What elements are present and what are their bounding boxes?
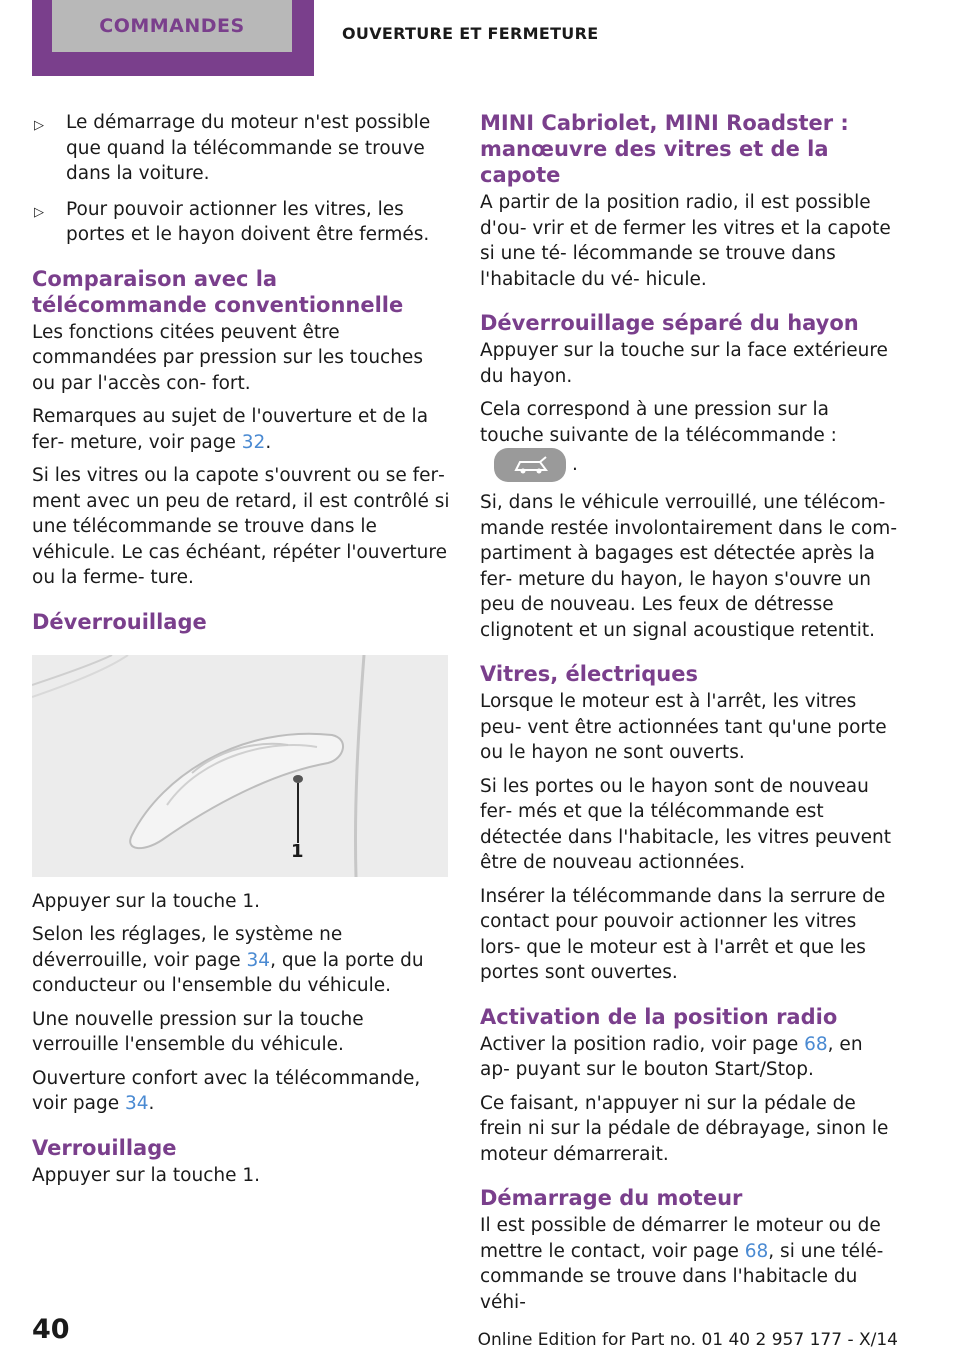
bullet-text: Le démarrage du moteur n'est possible que quand la télécommande se trouve dans la voiture. — [66, 112, 431, 184]
heading-hayon: Déverrouillage séparé du hayon — [480, 311, 859, 335]
paragraph: Si les portes ou le hayon sont de nouveau fer‐ més et que la télécommande est détectée dans l'habitacle, les vitres peuvent être de nouveau actionnées. — [480, 775, 892, 873]
header-tab-commandes[interactable]: COMMANDES — [52, 0, 292, 52]
page-link[interactable]: 34 — [124, 1093, 149, 1114]
door-handle-illustration — [32, 655, 448, 877]
paragraph: Cela correspond à une pression sur la touche suivante de la télécommande :. — [480, 397, 898, 482]
heading-cabrio: MINI Cabriolet, MINI Roadster : manœuvre des vitres et de la capote — [480, 111, 849, 187]
paragraph: Remarques au sujet de l'ouverture et de la fer‐ meture, voir page 32. — [32, 406, 429, 453]
paragraph: Une nouvelle pression sur la touche verrouille l'ensemble du véhicule. — [32, 1008, 364, 1055]
triangle-bullet-icon: ▷ — [34, 204, 44, 220]
paragraph: Activer la position radio, voir page 68, en ap‐ puyant sur le bouton Start/Stop. — [480, 1033, 863, 1080]
triangle-bullet-icon: ▷ — [34, 118, 44, 133]
page-link[interactable]: 68 — [804, 1033, 828, 1055]
page-link[interactable]: 68 — [744, 1240, 769, 1262]
paragraph: Ouverture confort avec la télécommande, voir page 34. — [32, 1067, 421, 1114]
left-column — [32, 110, 450, 1196]
paragraph: Il est possible de démarrer le moteur ou de mettre le contact, voir page 68, si une télé‐ commande se trouve dans l'habitacle du véhi‐ — [480, 1215, 884, 1313]
page-number: 40 — [32, 1314, 70, 1345]
bullet-item — [32, 197, 450, 248]
tailgate-key-icon — [494, 448, 566, 482]
paragraph: Les fonctions citées peuvent être commandées par pression sur les touches ou par l'accès con‐ fort. — [32, 321, 423, 394]
heading-verrouillage: Verrouillage — [32, 1135, 177, 1160]
door-handle-drawing — [32, 655, 448, 877]
heading-deverrouillage: Déverrouillage — [32, 609, 207, 634]
paragraph: Si, dans le véhicule verrouillé, une télécom‐ mande restée involontairement dans le com‐ partiment à bagages est détectée après la fer‐ meture du hayon, le hayon s'ouvre un peu de nouveau. Les feux de détresse clignotent et un signal acoustique retentit. — [480, 492, 898, 641]
paragraph: Appuyer sur la touche 1. — [32, 890, 260, 912]
bullet-text: Pour pouvoir actionner les vitres, les portes et le hayon doivent être fermés. — [66, 198, 430, 245]
paragraph: Si les vitres ou la capote s'ouvrent ou se fer‐ ment avec un peu de retard, il est contrôlé si une télécommande se trouve dans le véhicule. Le cas échéant, répéter l'ouverture ou la ferme‐ ture. — [32, 465, 450, 588]
paragraph: Insérer la télécommande dans la serrure de contact pour pouvoir actionner les vitres lors‐ que le moteur est à l'arrêt et que les portes sont ouvertes. — [480, 885, 886, 983]
right-column — [480, 110, 898, 1323]
header-section-title: OUVERTURE ET FERMETURE — [342, 24, 599, 43]
heading-vitres: Vitres, électriques — [480, 662, 698, 686]
callout-label-1: 1 — [291, 840, 304, 862]
heading-demarrage: Démarrage du moteur — [480, 1186, 743, 1210]
page-link[interactable]: 34 — [246, 949, 271, 971]
heading-comparaison: Comparaison avec la télécommande conventionnelle — [32, 266, 404, 317]
paragraph: Ce faisant, n'appuyer ni sur la pédale de frein ni sur la pédale de débrayage, sinon le moteur démarrerait. — [480, 1092, 889, 1165]
page-link[interactable]: 32 — [241, 431, 266, 453]
paragraph: Lorsque le moteur est à l'arrêt, les vitres peu‐ vent être actionnées tant qu'une porte ou le hayon ne sont ouverts. — [480, 691, 887, 763]
bullet-item — [32, 110, 450, 187]
paragraph: A partir de la position radio, il est possible d'ou‐ vrir et de fermer les vitres et la capote si une té‐ lécommande se trouve dans l'habitacle du vé‐ hicule. — [480, 192, 891, 290]
paragraph: Selon les réglages, le système ne déverrouille, voir page 34, que la porte du conducteur ou l'ensemble du véhicule. — [32, 924, 424, 996]
paragraph: Appuyer sur la touche sur la face extérieure du hayon. — [480, 340, 888, 387]
heading-radio: Activation de la position radio — [480, 1004, 838, 1029]
edition-footer: Online Edition for Part no. 01 40 2 957 177 - X/14 — [477, 1330, 898, 1350]
paragraph: Appuyer sur la touche 1. — [32, 1164, 260, 1186]
